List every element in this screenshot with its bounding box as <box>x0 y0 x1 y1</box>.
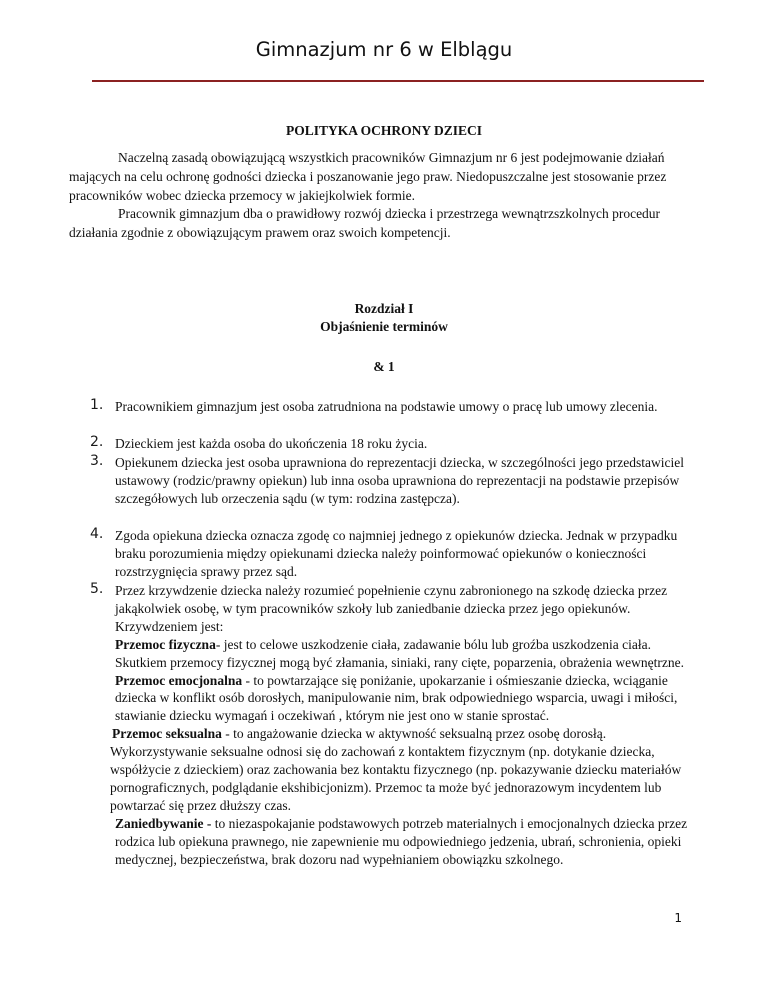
list-number: 2. <box>90 434 104 450</box>
chapter-name: Objaśnienie terminów <box>320 319 448 334</box>
paragraph-mark: & 1 <box>373 359 395 374</box>
list-item <box>90 582 690 869</box>
definition-emotional: Przemoc emocjonalna - to powtarzające się poniżanie, upokarzanie i ośmieszanie dziecka, wciąganie dziecka w konflikt osób dorosłych, manipulowanie nim, brak odpowiedniego wsparcia, uwagi i miłości, stawianie dziecku wymagań i oczekiwań , którym nie jest ono w stanie sprostać. <box>115 672 678 724</box>
definition-text: to angażowanie dziecka w aktywność seksualną przez osobę dorosłą. <box>233 726 607 742</box>
page-number: 1 <box>674 911 682 925</box>
list-item-text: Opiekunem dziecka jest osoba uprawniona do reprezentacji dziecka, w szczególności jego przedstawiciel ustawowy (rodzic/prawny opiekun) lub inna osoba uprawniona do reprezentacji na podstawie przepisów szczegółowych lub orzeczenia sądu (w tym: rodzina zastępcza). <box>115 455 685 506</box>
definition-text: to powtarzające się poniżanie, upokarzanie i ośmieszanie dziecka, wciąganie dziecka w konflikt osób dorosłych, manipulowanie nim, brak odpowiedniego wsparcia, uwagi i miłości, stawianie dziecku wymagań i oczekiwań , którym nie jest ono w stanie sprostać. <box>115 672 678 724</box>
page-header-title: Gimnazjum nr 6 w Elblągu <box>255 38 513 61</box>
intro-paragraph: Pracownik gimnazjum dba o prawidłowy rozwój dziecka i przestrzega wewnątrzszkolnych procedur działania zgodnie z obowiązującym prawem oraz swoich kompetencji. <box>69 206 661 241</box>
definition-term: Przemoc fizyczna <box>115 636 216 652</box>
document-title: POLITYKA OCHRONY DZIECI <box>285 123 483 138</box>
intro-paragraph: Naczelną zasadą obowiązującą wszystkich pracowników Gimnazjum nr 6 jest podejmowanie działań mających na celu ochronę godności dziecka i poszanowanie jego praw. Niedopuszczalne jest stosowanie przez pracowników wobec dziecka przemocy w jakiejkolwiek formie. <box>69 150 667 203</box>
definition-term: Przemoc seksualna <box>112 726 222 742</box>
list-number: 1. <box>90 397 104 413</box>
list-item <box>90 398 690 434</box>
harm-intro: Krzywdzeniem jest: <box>115 618 224 634</box>
header-divider <box>92 80 704 82</box>
definition-term: Zaniedbywanie - <box>115 815 212 831</box>
list-number: 5. <box>90 581 104 597</box>
definition-text: to niezaspokajanie podstawowych potrzeb materialnych i emocjonalnych dziecka przez rodzica lub opiekuna prawnego, nie zapewnienie mu odpowiedniego jedzenia, ubrań, schronienia, opieki medycznej, bezpieczeństwa, brak dozoru nad wypełnianiem obowiązku szkolnego. <box>115 815 688 867</box>
definitions-list <box>90 398 690 870</box>
chapter-number: Rozdział I <box>354 301 414 316</box>
definition-text: Wykorzystywanie seksualne odnosi się do zachowań z kontaktem fizycznym (np. dotykanie dziecka, współżycie z dzieckiem) oraz zachowania bez kontaktu fizycznego (np. pokazywanie dziecku materiałów pornograficznych, podglądanie ekshibicjonizm). Przemoc ta może być jednorazowym incydentem lub powtarzać się przez dłuższy czas. <box>110 744 682 813</box>
definition-sexual: Przemoc seksualna - to angażowanie dziecka w aktywność seksualną przez osobę dorosłą. <box>112 726 607 742</box>
list-item <box>90 435 690 453</box>
definition-neglect <box>115 815 690 869</box>
intro-section <box>69 149 701 243</box>
list-number: 3. <box>90 453 104 469</box>
list-number: 4. <box>90 526 104 542</box>
list-item-text: Zgoda opiekuna dziecka oznacza zgodę co najmniej jednego z opiekunów dziecka. Jednak w przypadku braku porozumienia między opiekunami dziecka należy poinformować opiekunów o konieczności rozstrzygnięcia sprawy przez sąd. <box>115 528 678 579</box>
definition-sexual-exploitation <box>110 743 690 815</box>
list-item-text: Przez krzywdzenie dziecka należy rozumieć popełnienie czynu zabronionego na szkodę dziecka przez jakąkolwiek osobę, w tym pracowników szkoły lub zaniedbanie dziecka przez jego opiekunów. <box>115 583 668 616</box>
list-item-text: Pracownikiem gimnazjum jest osoba zatrudniona na podstawie umowy o pracę lub umowy zlecenia. <box>115 399 658 414</box>
definition-term: Przemoc emocjonalna <box>115 672 243 688</box>
list-item <box>90 454 690 526</box>
definition-text: jest to celowe uszkodzenie ciała, zadawanie bólu lub groźba uszkodzenia ciała. Skutkiem przemocy fizycznej mogą być złamania, siniaki, rany cięte, poparzenia, obrażenia wewnętrzne. <box>115 636 684 670</box>
definition-physical: Przemoc fizyczna- jest to celowe uszkodzenie ciała, zadawanie bólu lub groźba uszkodzenia ciała. Skutkiem przemocy fizycznej mogą być złamania, siniaki, rany cięte, poparzenia, obrażenia wewnętrzne. <box>115 636 684 670</box>
list-item-text: Dzieckiem jest każda osoba do ukończenia 18 roku życia. <box>115 436 428 451</box>
list-item <box>90 527 690 581</box>
